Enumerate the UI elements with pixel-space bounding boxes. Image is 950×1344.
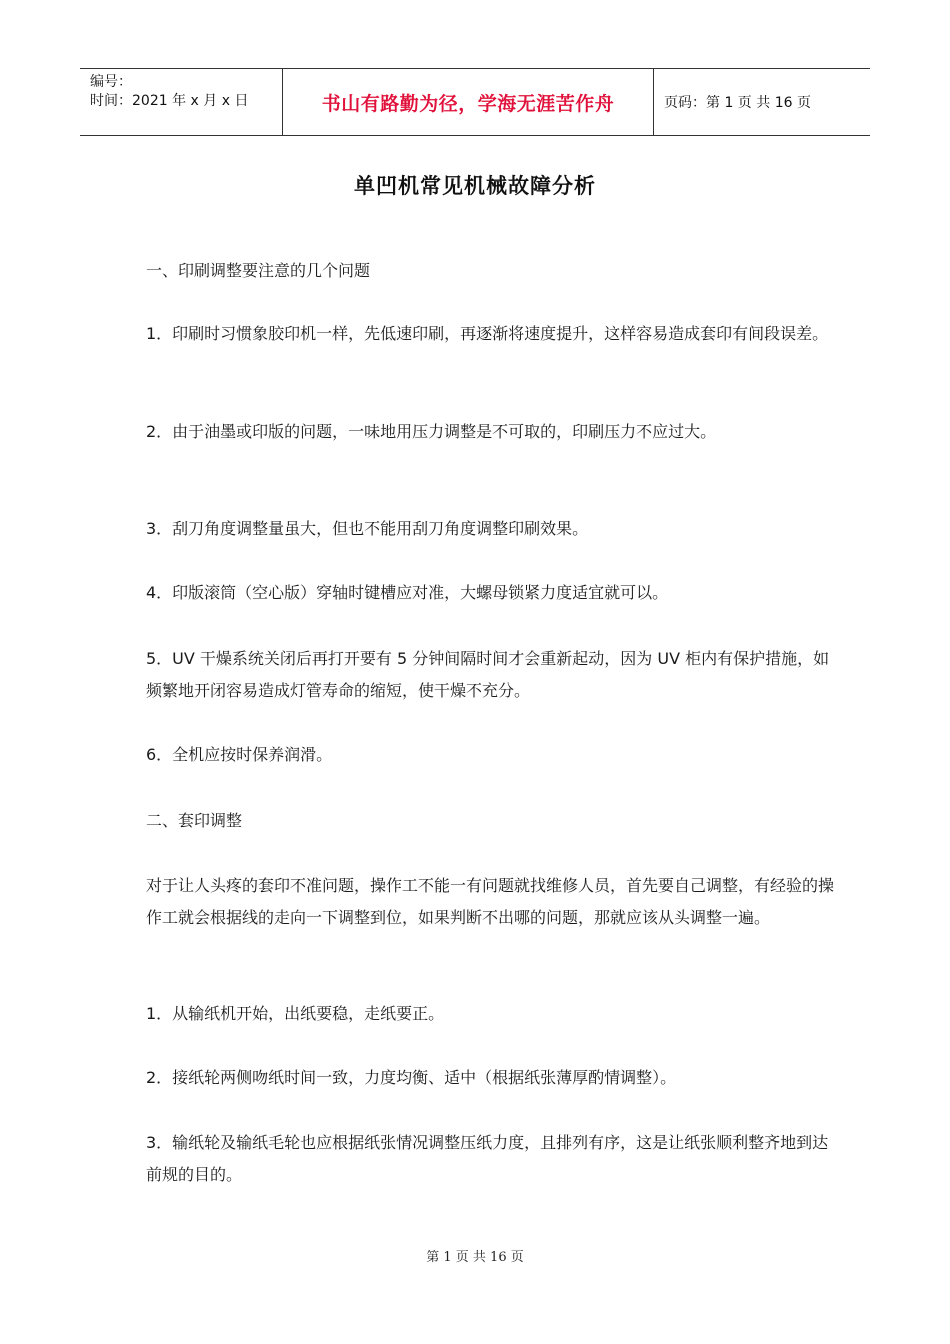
paragraph: 2．接纸轮两侧吻纸时间一致，力度均衡、适中（根据纸张薄厚酌情调整）。 — [146, 1068, 677, 1087]
paragraph: 3．刮刀角度调整量虽大，但也不能用刮刀角度调整印刷效果。 — [146, 519, 589, 538]
paragraph: 2．由于油墨或印版的问题，一味地用压力调整是不可取的，印刷压力不应过大。 — [146, 422, 717, 441]
paragraph: 对于让人头疼的套印不准问题，操作工不能一有问题就找维修人员，首先要自己调整，有经验的操作工就会根据线的走向一下调整到位，如果判断不出哪的问题，那就应该从头调整一遍。 — [146, 876, 835, 927]
document-date: 时间：2021 年 x 月 x 日 — [90, 93, 249, 109]
page-header — [80, 68, 870, 136]
page-footer: 第 1 页 共 16 页 — [426, 1250, 524, 1265]
paragraph: 6．全机应按时保养润滑。 — [146, 745, 333, 764]
header-page-info: 页码：第 1 页 共 16 页 — [664, 95, 811, 111]
paragraph: 4．印版滚筒（空心版）穿轴时键槽应对准，大螺母锁紧力度适宜就可以。 — [146, 583, 669, 602]
header-meta — [80, 69, 282, 135]
paragraph: 3．输纸轮及输纸毛轮也应根据纸张情况调整压纸力度，且排列有序，这是让纸张顺利整齐地到达前规的目的。 — [146, 1133, 829, 1184]
paragraph: 5．UV 干燥系统关闭后再打开要有 5 分钟间隔时间才会重新起动，因为 UV 柜内有保护措施，如频繁地开闭容易造成灯管寿命的缩短，使干燥不充分。 — [146, 649, 830, 700]
section-heading: 一、印刷调整要注意的几个问题 — [146, 261, 371, 280]
paragraph: 1．从输纸机开始，出纸要稳，走纸要正。 — [146, 1004, 445, 1023]
section-heading: 二、套印调整 — [146, 811, 243, 830]
paragraph: 1．印刷时习惯象胶印机一样，先低速印刷，再逐渐将速度提升，这样容易造成套印有间段误差。 — [146, 324, 829, 343]
document-number: 编号： — [90, 74, 132, 90]
header-motto: 书山有路勤为径，学海无涯苦作舟 — [282, 69, 654, 135]
document-title: 单凹机常见机械故障分析 — [354, 174, 596, 198]
